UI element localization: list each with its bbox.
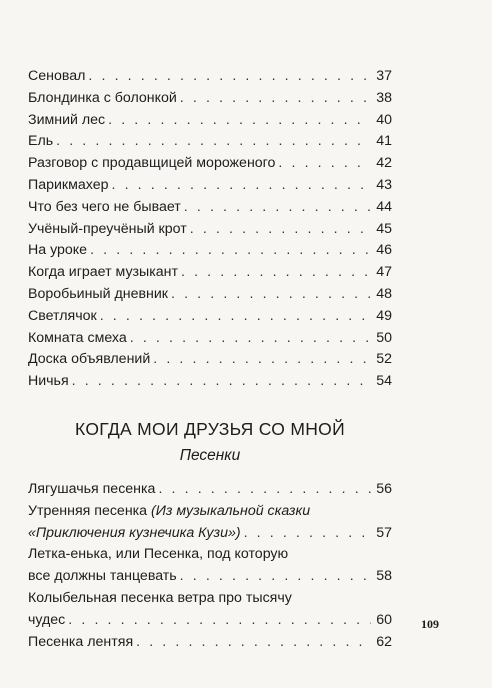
dot-leader	[184, 197, 371, 219]
toc-entry-page: 62	[376, 633, 392, 650]
toc-entry-title: Утренняя песенка	[28, 502, 152, 519]
toc-entry-title: Комната смеха	[28, 329, 127, 346]
dot-leader	[108, 110, 371, 132]
dot-leader	[100, 306, 371, 328]
toc-entry-title: Разговор с продавщицей мороженого	[28, 155, 276, 172]
toc-entry	[28, 566, 392, 588]
dot-leader	[136, 632, 371, 654]
toc-entry-page: 52	[376, 351, 392, 368]
toc-entry-page: 57	[376, 524, 392, 541]
dot-leader	[181, 262, 371, 284]
toc-entry-page: 47	[376, 264, 392, 281]
toc-entry-note: «Приключения кузнечика Кузи»)	[28, 524, 241, 541]
dot-leader	[130, 328, 371, 350]
toc-entry-page: 46	[376, 242, 392, 259]
toc-entry-title: Зимний лес	[28, 111, 106, 128]
toc-entry-page: 42	[376, 155, 392, 172]
toc-entry-page: 41	[376, 133, 392, 150]
toc-entry	[28, 88, 392, 110]
toc-entry-title: На уроке	[28, 242, 88, 259]
dot-leader	[180, 88, 371, 110]
toc-entry	[28, 371, 392, 393]
toc-entry	[28, 284, 392, 306]
toc-entry-page: 54	[376, 373, 392, 390]
toc-list-songs	[28, 479, 392, 653]
toc-entry-title: Блондинка с болонкой	[28, 89, 177, 106]
toc-entry	[28, 610, 392, 632]
toc-entry	[28, 175, 392, 197]
toc-entry-title: Ничья	[28, 373, 69, 390]
toc-entry-title: Доска объявлений	[28, 351, 151, 368]
toc-entry	[28, 110, 392, 132]
dot-leader	[88, 66, 371, 88]
toc-entry-title: Светлячок	[28, 307, 97, 324]
dot-leader	[180, 566, 371, 588]
dot-leader	[111, 175, 371, 197]
toc-entry	[28, 66, 392, 88]
toc-entry-title: Лягушачья песенка	[28, 480, 156, 497]
toc-entry	[28, 523, 392, 545]
toc-entry	[28, 153, 392, 175]
toc-entry	[28, 632, 392, 654]
toc-entry-title: Когда играет музыкант	[28, 264, 178, 281]
toc-entry-page: 50	[376, 329, 392, 346]
toc-entry	[28, 219, 392, 241]
table-of-contents	[28, 66, 392, 653]
toc-entry-page: 38	[376, 89, 392, 106]
toc-entry	[28, 328, 392, 350]
toc-entry-line	[28, 501, 392, 523]
toc-entry	[28, 262, 392, 284]
dot-leader	[278, 153, 371, 175]
toc-entry-title: чудес	[28, 611, 66, 628]
dot-leader	[190, 219, 371, 241]
toc-entry-title: Ель	[28, 133, 54, 150]
toc-entry-page: 56	[376, 480, 392, 497]
toc-entry-page: 45	[376, 220, 392, 237]
toc-entry-page: 44	[376, 198, 392, 215]
toc-entry	[28, 197, 392, 219]
toc-entry-title: все должны танцевать	[28, 568, 177, 585]
toc-entry-title: Учёный-преучёный крот	[28, 220, 187, 237]
toc-entry-note: (Из музыкальной сказки	[151, 502, 311, 519]
toc-entry-page: 58	[376, 568, 392, 585]
toc-entry-title: Песенка лентяя	[28, 633, 134, 650]
dot-leader	[68, 610, 371, 632]
toc-entry-page: 48	[376, 285, 392, 302]
toc-entry-line: Колыбельная песенка ветра про тысячу	[28, 589, 292, 606]
toc-entry-page: 40	[376, 111, 392, 128]
toc-entry-title: Что без чего не бывает	[28, 198, 181, 215]
toc-entry-page: 37	[376, 68, 392, 84]
dot-leader	[153, 349, 371, 371]
dot-leader	[56, 131, 371, 153]
toc-entry-title: Воробьиный дневник	[28, 285, 168, 302]
section-title: КОГДА МОИ ДРУЗЬЯ СО МНОЙ	[75, 418, 345, 439]
toc-entry	[28, 131, 392, 153]
toc-entry-title: Сеновал	[28, 68, 86, 84]
toc-entry	[28, 306, 392, 328]
dot-leader	[72, 371, 371, 393]
page-number: 109	[421, 617, 439, 631]
toc-list-main	[28, 66, 392, 393]
toc-entry-line: Летка-енька, или Песенка, под которую	[28, 546, 289, 563]
toc-entry	[28, 479, 392, 501]
toc-entry-page: 49	[376, 307, 392, 324]
subsection-title: Песенки	[179, 446, 241, 464]
dot-leader	[244, 523, 371, 545]
toc-entry	[28, 240, 392, 262]
dot-leader	[90, 240, 371, 262]
toc-entry-page: 43	[376, 176, 392, 193]
toc-entry-page: 60	[376, 611, 392, 628]
dot-leader	[158, 479, 371, 501]
dot-leader	[171, 284, 371, 306]
toc-entry-title: Парикмахер	[28, 176, 109, 193]
toc-entry	[28, 349, 392, 371]
